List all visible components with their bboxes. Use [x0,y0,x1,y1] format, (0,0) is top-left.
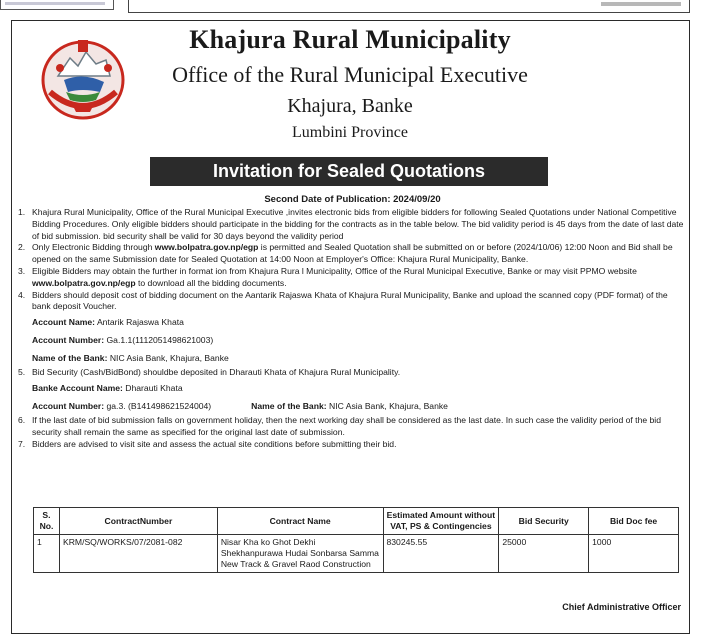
egp-link[interactable]: www.bolpatra.gov.np/egp [154,242,259,253]
adjacent-ad-box-left [0,0,114,10]
clause-text: If the last date of bid submission falls on government holiday, then the next working day shall be considered as the last date. In such case the validity period of the bid security shall remain the same as specified for the original last date of submission. [32,414,661,437]
deposit-account-number: Account Number: Ga.1.1(1112051498621003) [32,335,214,346]
ppmo-link[interactable]: www.bolpatra.gov.np/egp [32,277,136,288]
publication-date: Second Date of Publication: 2024/09/20 [264,194,441,205]
col-header-contract-name: Contract Name [217,508,383,535]
col-header-sno: S. No. [34,508,60,535]
cell-bid-security: 25000 [499,535,589,573]
col-header-bid-doc-fee: Bid Doc fee [589,508,679,535]
clause-5: 5. Bid Security (Cash/BidBond) shouldbe deposited in Dharauti Khata of Khajura Rural Municipality. [14,367,684,379]
clause-7: 7. Bidders are advised to visit site and assess the actual site conditions before submitting their bid. [14,439,684,451]
security-account-name: Banke Account Name: Dharauti Khata [32,382,183,393]
col-header-estimated-amount: Estimated Amount without VAT, PS & Contingencies [383,508,499,535]
clause-1: 1. Khajura Rural Municipality, Office of the Rural Municipal Executive ,invites electronic bids from eligible bidders for following Sealed Quotations under National Competitive Bidding Procedures. Only eligible bidders should participate in the bidding for the contracts as in the table below. The bid validity period is 45 days from the date of last date of bid submission. bid security shall be valid for 30 days beyond the validity period [18,207,684,241]
deposit-account-name: Account Name: Antarik Rajaswa Khata [32,317,184,328]
municipality-title: Khajura Rural Municipality [189,25,511,54]
col-header-contract-number: ContractNumber [59,508,217,535]
notice-banner: Invitation for Sealed Quotations [150,157,548,186]
nepal-emblem-icon [38,32,128,122]
clause-text: Bidders should deposit cost of bidding document on the Aantarik Rajaswa Khata of Khajura Rural Municipality, Banke and upload the scanned copy (PDF format) of the bank deposit Voucher. [32,289,668,312]
clause-2: 2. Only Electronic Bidding through www.bolpatra.gov.np/egp is permitted and Sealed Quotation shall be submitted on or before (2024/10/06) 12:00 Noon and Bid shall be opened on the same Submission date for Sealed Quotation at 14:00 Noon at Employer's Office: Khajura Rural Municipality, Banke. [14,242,684,266]
signatory-title: Chief Administrative Officer [562,602,681,612]
notice-clauses [14,207,684,450]
cell-estimated-amount: 830245.55 [383,535,499,573]
clause-4: 4. Bidders should deposit cost of bidding document on the Aantarik Rajaswa Khata of Khajura Rural Municipality, Banke and upload the scanned copy (PDF format) of the bank deposit Voucher. [14,290,684,314]
clause-6: 6. If the last date of bid submission falls on government holiday, then the next working day shall be considered as the last date. In such case the validity period of the bid security shall remain the same as specified for the original last date of submission. [14,415,684,439]
security-account-number: Account Number: ga.3. (B141498621524004) Name of the Bank: NIC Asia Bank, Khajura, Banke [32,400,448,411]
table-row [34,535,679,573]
top-page-strip [0,0,705,16]
adjacent-ad-box-right [128,0,690,13]
province-name: Lumbini Province [292,124,408,141]
cell-contract-number: KRM/SQ/WORKS/07/2081-082 [59,535,217,573]
clause-3: 3. Eligible Bidders may obtain the further in format ion from Khajura Rura l Municipality, Office of the Rural Municipal Executive, Banke or may visit PPMO website www.bolpatra.gov.np/egp to download all the bidding documents. [14,266,684,290]
office-name: Office of the Rural Municipal Executive [172,62,528,87]
clause-text: Eligible Bidders may obtain the further in format ion from Khajura Rura l Municipality, Office of the Rural Municipal Executive, Banke or may visit PPMO website www.bolpatra.gov.np/egp to download all the bidding documents. [32,265,637,288]
clause-text: Only Electronic Bidding through www.bolpatra.gov.np/egp is permitted and Sealed Quotation shall be submitted on or before (2024/10/06) 12:00 Noon and Bid shall be opened on the same Submission date for Sealed Quotation at 14:00 Noon at Employer's Office: Khajura Rural Municipality, Banke. [32,242,673,265]
clause-text: Bid Security (Cash/BidBond) shouldbe deposited in Dharauti Khata of Khajura Rural Municipality. [32,367,401,378]
cell-contract-name: Nisar Kha ko Ghot Dekhi Shekhanpurawa Hudai Sonbarsa Samma New Track & Gravel Raod Construction [217,535,383,573]
col-header-bid-security: Bid Security [499,508,589,535]
table-header-row [34,508,679,535]
clause-text: Khajura Rural Municipality, Office of the Rural Municipal Executive ,invites electronic bids from eligible bidders for following Sealed Quotations under National Competitive Bidding Procedures. Only eligible bidders should participate in the bidding for the contracts as in the table below. The bid validity period is 45 days from the date of last date of bid submission. bid security shall be valid for 30 days beyond the validity period [32,207,684,241]
cell-bid-doc-fee: 1000 [589,535,679,573]
office-location: Khajura, Banke [287,95,413,117]
cell-sno: 1 [34,535,60,573]
deposit-bank-name: Name of the Bank: NIC Asia Bank, Khajura, Banke [32,353,229,364]
quotation-table [33,507,679,573]
clause-text: Bidders are advised to visit site and assess the actual site conditions before submitting their bid. [32,438,397,449]
